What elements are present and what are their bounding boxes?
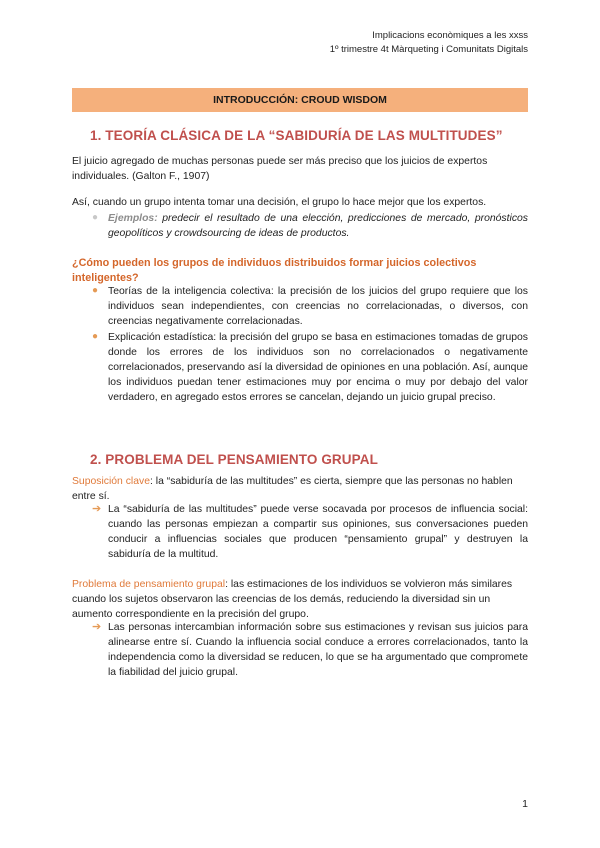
section-1-paragraph-2: Así, cuando un grupo intenta tomar una decisión, el grupo lo hace mejor que los expertos. [72,197,487,208]
header-line-2: 1º trimestre 4t Màrqueting i Comunitats Digitals [329,44,528,55]
examples-item [108,211,528,241]
groupthink-paragraph [72,577,528,622]
groupthink-label: Problema de pensamiento grupal [72,579,226,590]
section-1-paragraph-1: El juicio agregado de muchas personas puede ser más preciso que los juicios de expertos individuales. (Galton F., 1907) [72,156,488,182]
examples-text: predecir el resultado de una elección, predicciones de mercado, pronósticos geopolíticos y crowdsourcing de ideas de productos. [108,213,528,239]
section-1-heading: 1. TEORÍA CLÁSICA DE LA “SABIDURÍA DE LAS MULTITUDES” [90,128,503,143]
header-line-1: Implicacions econòmiques a les xxss [372,30,528,41]
key-assumption-paragraph [72,474,528,504]
arrow-marker-2: ➔ [92,621,102,633]
bullet-item-1: Teorías de la inteligencia colectiva: la precisión de los juicios del grupo requiere que los individuos sean independientes, con creencias no correlacionadas, o diversos, con creencias negativamente correlacionadas. [108,286,528,327]
bullet-marker-1: ● [92,285,99,296]
page-header [330,29,528,57]
bullet-marker-2: ● [92,331,99,342]
section-1-question: ¿Cómo pueden los grupos de individuos distribuidos formar juicios colectivos inteligentes? [72,257,477,284]
bullet-item-2: Explicación estadística: la precisión del grupo se basa en estimaciones tomadas de grupos donde los errores de los individuos son no correlacionados o negativamente correlacionados, preservando así la diversidad de opiniones en una población. Así, aunque los individuos puedan tener estimaciones muy por encima o muy por debajo del valor verdadero, en agregado estos errores se cancelan, dejando un juicio grupal preciso. [108,332,528,403]
key-assumption-text: : la “sabiduría de las multitudes” es cierta, siempre que las personas no hablen entre sí. [72,476,513,502]
arrow-item-1: La “sabiduría de las multitudes” puede verse socavada por procesos de influencia social: cuando las personas empiezan a compartir sus opiniones, sus conversaciones pueden conducir a influencias sociales que producen “pensamiento grupal” y destruyen la sabiduría de la multitud. [108,504,528,560]
groupthink-text: : las estimaciones de los individuos se volvieron más similares cuando los sujetos observaron las creencias de los demás, reduciendo la diversidad sin un aumento correspondiente en la precisión del grupo. [72,579,513,620]
page-number: 1 [522,798,528,810]
arrow-item-2: Las personas intercambian información sobre sus estimaciones y revisan sus juicios para alinearse entre sí. Cuando la influencia social conduce a errores correlacionados, tanto la independencia como la diversidad se reducen, lo que se ha argumentado que compromete la fiabilidad del juicio grupal. [108,622,528,678]
example-bullet: ● [92,212,99,223]
key-assumption-label: Suposición clave [72,476,150,487]
arrow-marker-1: ➔ [92,503,102,515]
examples-label: Ejemplos: [108,213,158,224]
title-bar: INTRODUCCIÓN: CROUD WISDOM [72,88,528,112]
section-2-heading: 2. PROBLEMA DEL PENSAMIENTO GRUPAL [90,452,378,467]
